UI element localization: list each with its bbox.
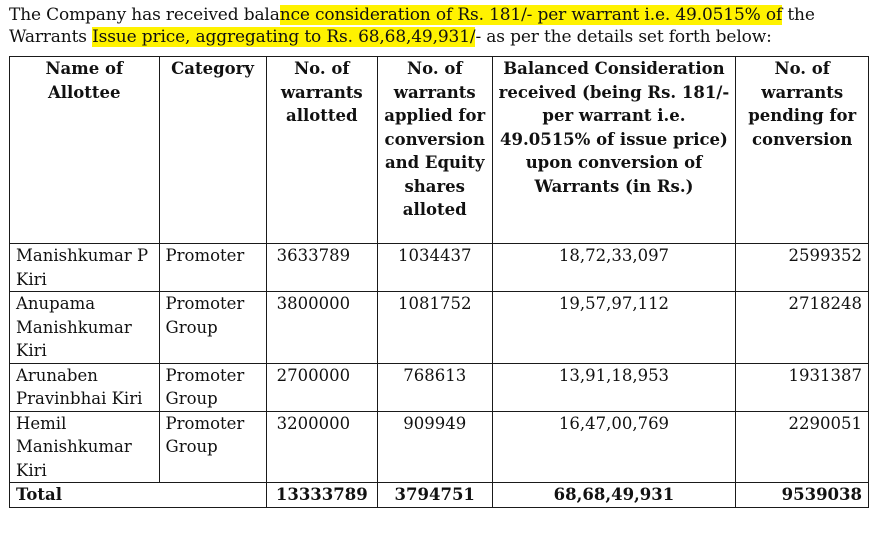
warrants-allotted: 3800000 [266, 292, 377, 364]
intro-line1-text: The Company has received bala [9, 5, 280, 25]
intro-line1-highlight: nce consideration of Rs. 181/- per warrant i.e. 49.0515% of [279, 5, 783, 25]
warrants-applied: 768613 [377, 363, 492, 411]
consideration-amount: 13,91,18,953 [492, 363, 736, 411]
header-name-of-allottee: Name of Allottee [10, 57, 160, 244]
warrants-pending: 1931387 [736, 363, 869, 411]
warrants-applied: 909949 [377, 411, 492, 483]
warrants-allotted: 3633789 [266, 244, 377, 292]
header-warrants-allotted: No. of warrants allotted [266, 57, 377, 244]
allottee-category: Promoter [159, 244, 266, 292]
allottee-category: Promoter Group [159, 363, 266, 411]
warrants-pending: 2290051 [736, 411, 869, 483]
warrants-pending: 2599352 [736, 244, 869, 292]
intro-line2-text: Warrants [9, 27, 93, 47]
allottee-name: Hemil Manishkumar Kiri [10, 411, 160, 483]
allottee-name: Manishkumar P Kiri [10, 244, 160, 292]
warrants-applied: 1081752 [377, 292, 492, 364]
intro-line2-highlight: Issue price, aggregating to Rs. 68,68,49,931/ [92, 27, 476, 47]
consideration-amount: 19,57,97,112 [492, 292, 736, 364]
total-allotted: 13333789 [266, 483, 377, 508]
warrants-pending: 2718248 [736, 292, 869, 364]
consideration-amount: 16,47,00,769 [492, 411, 736, 483]
consideration-amount: 18,72,33,097 [492, 244, 736, 292]
total-applied: 3794751 [377, 483, 492, 508]
table-row [10, 292, 869, 364]
intro-line1-tail: the [782, 5, 815, 25]
table-row [10, 363, 869, 411]
total-consideration: 68,68,49,931 [492, 483, 736, 508]
header-warrants-pending: No. of warrants pending for conversion [736, 57, 869, 244]
header-category: Category [159, 57, 266, 244]
allottee-name: Arunaben Pravinbhai Kiri [10, 363, 160, 411]
allottee-category: Promoter Group [159, 411, 266, 483]
intro-paragraph [9, 4, 868, 48]
warrants-allotted: 2700000 [266, 363, 377, 411]
warrants-applied: 1034437 [377, 244, 492, 292]
table-row [10, 411, 869, 483]
table-row [10, 244, 869, 292]
allottee-name: Anupama Manishkumar Kiri [10, 292, 160, 364]
warrants-table [9, 56, 869, 508]
warrants-allotted: 3200000 [266, 411, 377, 483]
header-warrants-applied: No. of warrants applied for conversion and Equity shares alloted [377, 57, 492, 244]
total-label: Total [10, 483, 267, 508]
table-header-row [10, 57, 869, 244]
allottee-category: Promoter Group [159, 292, 266, 364]
table-total-row [10, 483, 869, 508]
intro-line2-tail: - as per the details set forth below: [475, 27, 772, 47]
total-pending: 9539038 [736, 483, 869, 508]
header-balanced-consideration: Balanced Consideration received (being Rs. 181/-per warrant i.e. 49.0515% of issue price) upon conversion of Warrants (in Rs.) [492, 57, 736, 244]
